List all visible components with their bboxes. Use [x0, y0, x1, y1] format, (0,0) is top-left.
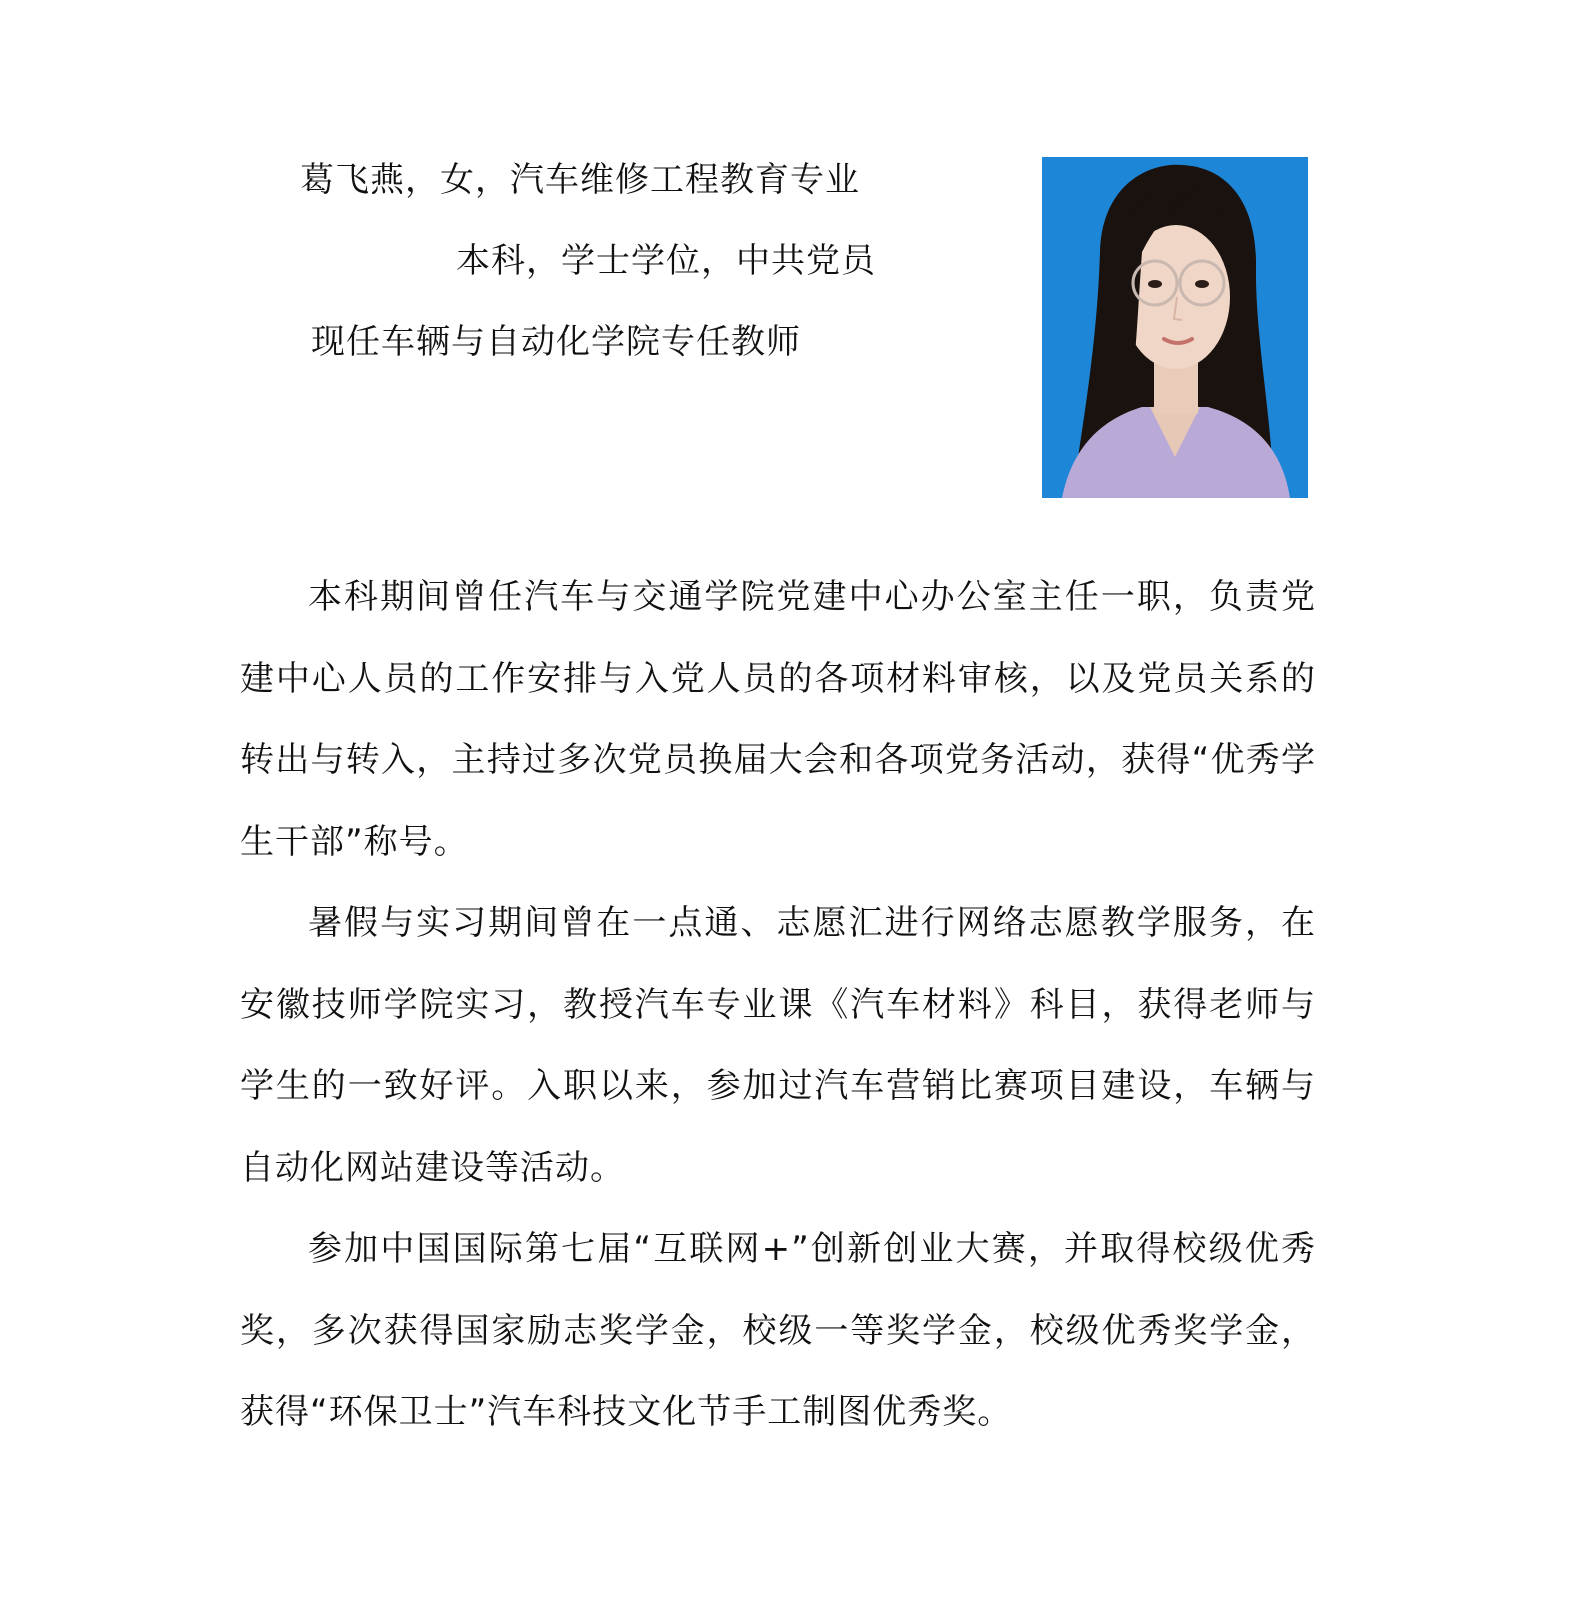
biography-paragraph-1: 本科期间曾任汽车与交通学院党建中心办公室主任一职，负责党建中心人员的工作安排与入党人员的各项材料审核，以及党员关系的转出与转入，主持过多次党员换届大会和各项党务活动，获得“优秀学生干部”称号。 [240, 577, 1316, 862]
biography-paragraph-3: 参加中国国际第七届“互联网+”创新创业大赛，并取得校级优秀奖，多次获得国家励志奖学金，校级一等奖学金，校级优秀奖学金，获得“环保卫士”汽车科技文化节手工制图优秀奖。 [240, 1229, 1316, 1432]
biography-text [240, 557, 1316, 1454]
portrait-photo [1042, 157, 1308, 498]
portrait-illustration [1042, 157, 1308, 498]
profile-position-line: 现任车辆与自动化学院专任教师 [311, 322, 801, 362]
profile-degree-line: 本科，学士学位，中共党员 [456, 241, 876, 281]
profile-name-line: 葛飞燕，女，汽车维修工程教育专业 [300, 160, 860, 200]
biography-paragraph-2: 暑假与实习期间曾在一点通、志愿汇进行网络志愿教学服务，在安徽技师学院实习，教授汽车专业课《汽车材料》科目，获得老师与学生的一致好评。入职以来，参加过汽车营销比赛项目建设，车辆与自动化网站建设等活动。 [240, 903, 1316, 1188]
